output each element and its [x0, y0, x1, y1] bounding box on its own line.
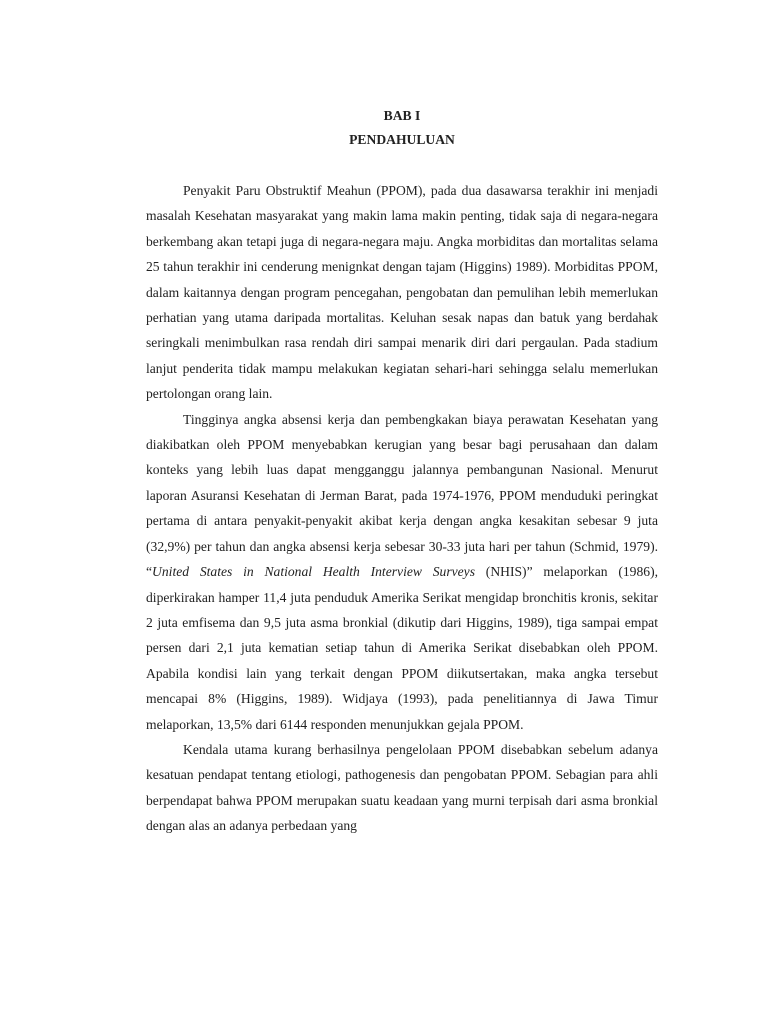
paragraph-2-text-after: (NHIS)” melaporkan (1986), diperkirakan hamper 11,4 juta penduduk Amerika Serikat mengidap bronchitis kronis, sekitar 2 juta emfisema dan 9,5 juta asma bronkial (dikutip dari Higgins, 1989), tiga sampai empat persen dari 2,1 juta kematian setiap tahun di Amerika Serikat disebabkan oleh PPOM. Apabila kondisi lain yang terkait dengan PPOM diikutsertakan, maka angka tersebut mencapai 8% (Higgins, 1989). Widjaya (1993), pada penelitiannya di Jawa Timur melaporkan, 13,5% dari 6144 responden menunjukkan gejala PPOM.	[146, 564, 658, 732]
chapter-number: BAB I	[383, 108, 421, 123]
paragraph-3: Kendala utama kurang berhasilnya pengelolaan PPOM disebabkan sebelum adanya kesatuan pendapat tentang etiologi, pathogenesis dan pengobatan PPOM. Sebagian para ahli berpendapat bahwa PPOM merupakan suatu keadaan yang murni terpisah dari asma bronkial dengan alas an adanya perbedaan yang	[146, 741, 658, 834]
paragraph-2	[146, 407, 658, 737]
survey-title-italic: United States in National Health Interview Surveys	[152, 564, 476, 580]
chapter-title: PENDAHULUAN	[349, 132, 455, 147]
paragraph-1: Penyakit Paru Obstruktif Meahun (PPOM), pada dua dasawarsa terakhir ini menjadi masalah Kesehatan masyarakat yang makin lama makin penting, tidak saja di negara-negara berkembang akan tetapi juga di negara-negara maju. Angka morbiditas dan mortalitas selama 25 tahun terakhir ini cenderung menignkat dengan tajam (Higgins) 1989). Morbiditas PPOM, dalam kaitannya dengan program pencegahan, pengobatan dan pemulihan lebih memerlukan perhatian yang utama daripada mortalitas. Keluhan sesak napas dan batuk yang berdahak seringkali menimbulkan rasa rendah diri sampai menarik diri dari pergaulan. Pada stadium lanjut penderita tidak mampu melakukan kegiatan sehari-hari sehingga selalu memerlukan pertolongan orang lain.	[146, 183, 658, 402]
paragraph-2-text-before: Tingginya angka absensi kerja dan pembengkakan biaya perawatan Kesehatan yang diakibatkan oleh PPOM menyebabkan kerugian yang besar bagi perusahaan dan dalam konteks yang lebih luas dapat mengganggu jalannya pembangunan Nasional. Menurut laporan Asuransi Kesehatan di Jerman Barat, pada 1974-1976, PPOM menduduki peringkat pertama di antara penyakit-penyakit akibat kerja dengan angka kesakitan sebesar 9 juta (32,9%) per tahun dan angka absensi kerja sebesar 30-33 juta hari per tahun (Schmid, 1979). “	[146, 411, 658, 580]
document-page	[146, 104, 658, 839]
